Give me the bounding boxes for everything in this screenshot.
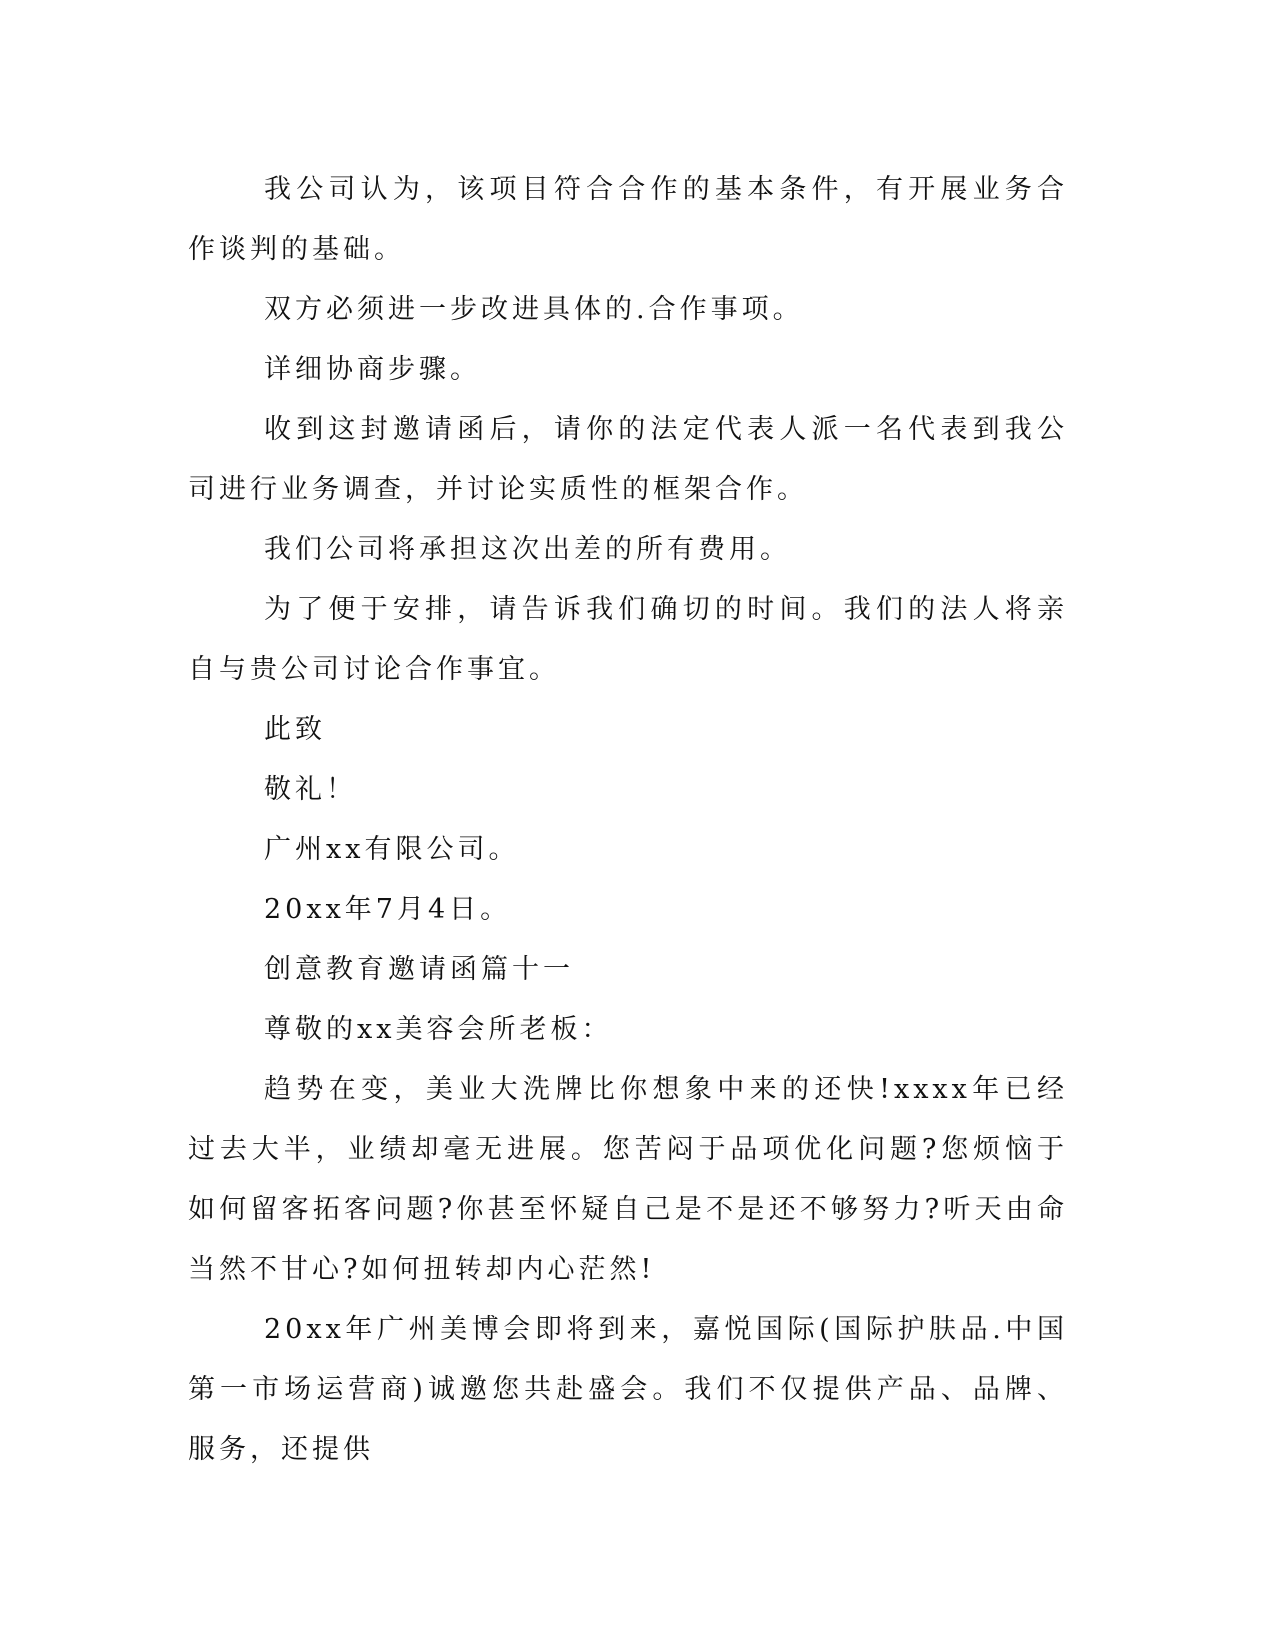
paragraph-1: 我公司认为，该项目符合合作的基本条件，有开展业务合作谈判的基础。 (188, 174, 1068, 265)
paragraph-5: 我们公司将承担这次出差的所有费用。 (264, 534, 791, 565)
paragraph-8: 20xx年广州美博会即将到来，嘉悦国际(国际护肤品.中国第一市场运营商)诚邀您共赴盛会。我们不仅提供产品、品牌、服务，还提供 (188, 1314, 1068, 1465)
regards: 敬礼！ (264, 774, 357, 805)
paragraph-7: 趋势在变，美业大洗牌比你想象中来的还快!xxxx年已经过去大半，业绩却毫无进展。您苦闷于品项优化问题?您烦恼于如何留客拓客问题?你甚至怀疑自己是不是还不够努力?听天由命当然不甘心?如何扭转却内心茫然! (188, 1074, 1068, 1285)
document-body (188, 160, 1068, 1480)
paragraph-2: 双方必须进一步改进具体的.合作事项。 (264, 294, 804, 325)
letter-date: 20xx年7月4日。 (264, 894, 512, 925)
company-signature: 广州xx有限公司。 (264, 834, 520, 865)
paragraph-6: 为了便于安排，请告诉我们确切的时间。我们的法人将亲自与贵公司讨论合作事宜。 (188, 594, 1068, 685)
paragraph-4: 收到这封邀请函后，请你的法定代表人派一名代表到我公司进行业务调查，并讨论实质性的框架合作。 (188, 414, 1068, 505)
paragraph-3: 详细协商步骤。 (264, 354, 481, 385)
salutation-closing: 此致 (264, 714, 326, 745)
greeting: 尊敬的xx美容会所老板： (264, 1014, 613, 1045)
section-title: 创意教育邀请函篇十一 (264, 954, 574, 985)
